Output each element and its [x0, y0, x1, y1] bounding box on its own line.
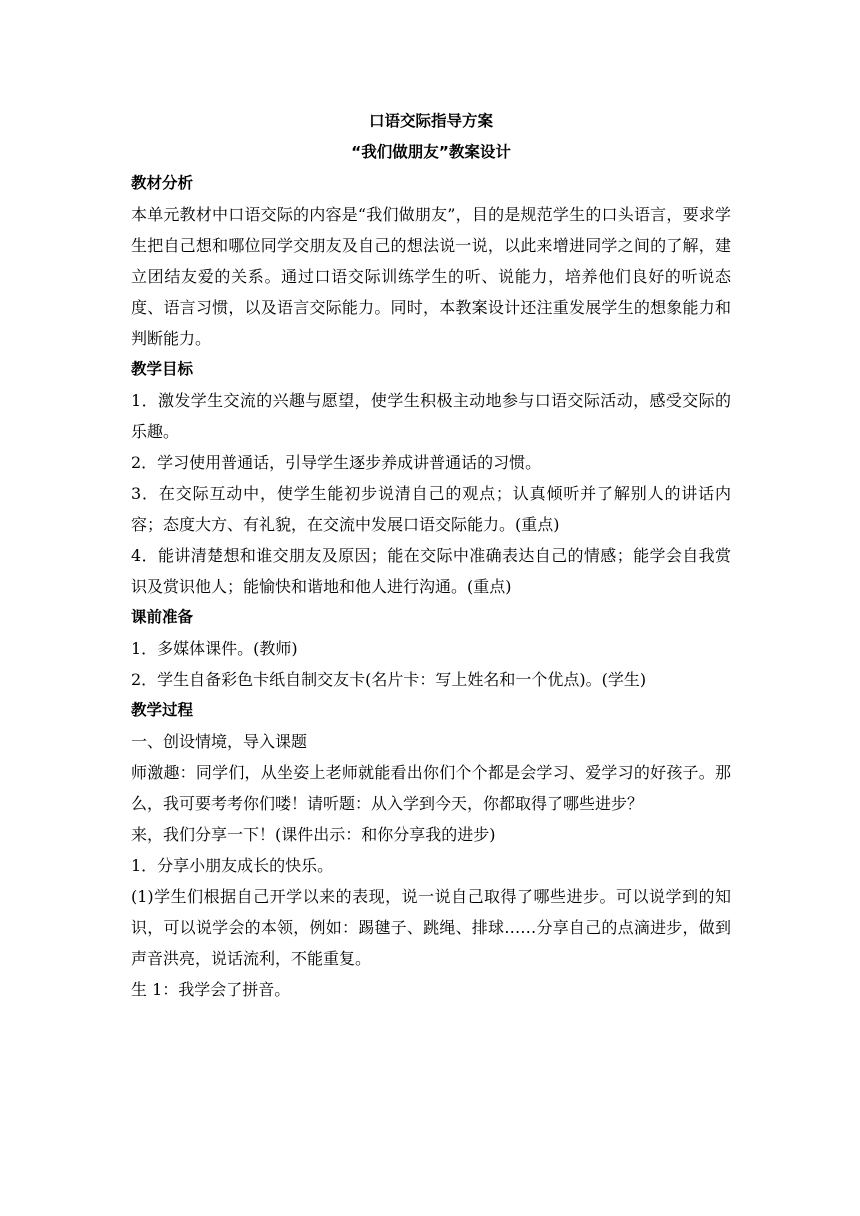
process-step-1: 一、创设情境，导入课题: [131, 732, 308, 751]
process-item-1a: (1)学生们根据自己开学以来的表现，说一说自己取得了哪些进步。可以说学到的知识，可以说学会的本领，例如：踢毽子、跳绳、排球……分享自己的点滴进步，做到声音洪亮，说话流利，不能重复。: [131, 887, 731, 968]
process-item-1: 1．分享小朋友成长的快乐。: [131, 856, 334, 875]
section-heading-analysis: 教材分析: [131, 174, 194, 192]
document-title: 口语交际指导方案: [368, 112, 493, 130]
teacher-prompt: 师激趣：同学们，从坐姿上老师就能看出你们个个都是会学习、爱学习的好孩子。那么，我可要考考你们喽！请听题：从入学到今天，你都取得了哪些进步？: [131, 763, 731, 813]
goal-item-1: 1．激发学生交流的兴趣与愿望，使学生积极主动地参与口语交际活动，感受交际的乐趣。: [131, 391, 731, 441]
section-heading-process: 教学过程: [131, 701, 194, 719]
prep-item-1: 1．多媒体课件。(教师): [131, 639, 298, 658]
goal-item-3: 3．在交际互动中，使学生能初步说清自己的观点；认真倾听并了解别人的讲话内容；态度大方、有礼貌，在交流中发展口语交际能力。(重点): [131, 484, 731, 534]
section-heading-prep: 课前准备: [131, 608, 194, 626]
goal-item-2: 2．学习使用普通话，引导学生逐步养成讲普通话的习惯。: [131, 453, 542, 472]
analysis-paragraph: 本单元教材中口语交际的内容是“我们做朋友”，目的是规范学生的口头语言，要求学生把自己想和哪位同学交朋友及自己的想法说一说，以此来增进同学之间的了解，建立团结友爱的关系。通过口语交际训练学生的听、说能力，培养他们良好的听说态度、语言习惯，以及语言交际能力。同时，本教案设计还注重发展学生的想象能力和判断能力。: [131, 205, 731, 348]
prep-item-2: 2．学生自备彩色卡纸自制交友卡(名片卡：写上姓名和一个优点)。(学生): [131, 670, 647, 689]
document-subtitle: “我们做朋友”教案设计: [351, 143, 511, 161]
student-answer-1: 生 1：我学会了拼音。: [131, 980, 291, 999]
goal-item-4: 4．能讲清楚想和谁交朋友及原因；能在交际中准确表达自己的情感；能学会自我赏识及赏识他人；能愉快和谐地和他人进行沟通。(重点): [131, 546, 731, 596]
share-line: 来，我们分享一下！(课件出示：和你分享我的进步): [131, 825, 496, 844]
section-heading-goals: 教学目标: [131, 360, 194, 378]
document-body: [131, 106, 731, 1005]
